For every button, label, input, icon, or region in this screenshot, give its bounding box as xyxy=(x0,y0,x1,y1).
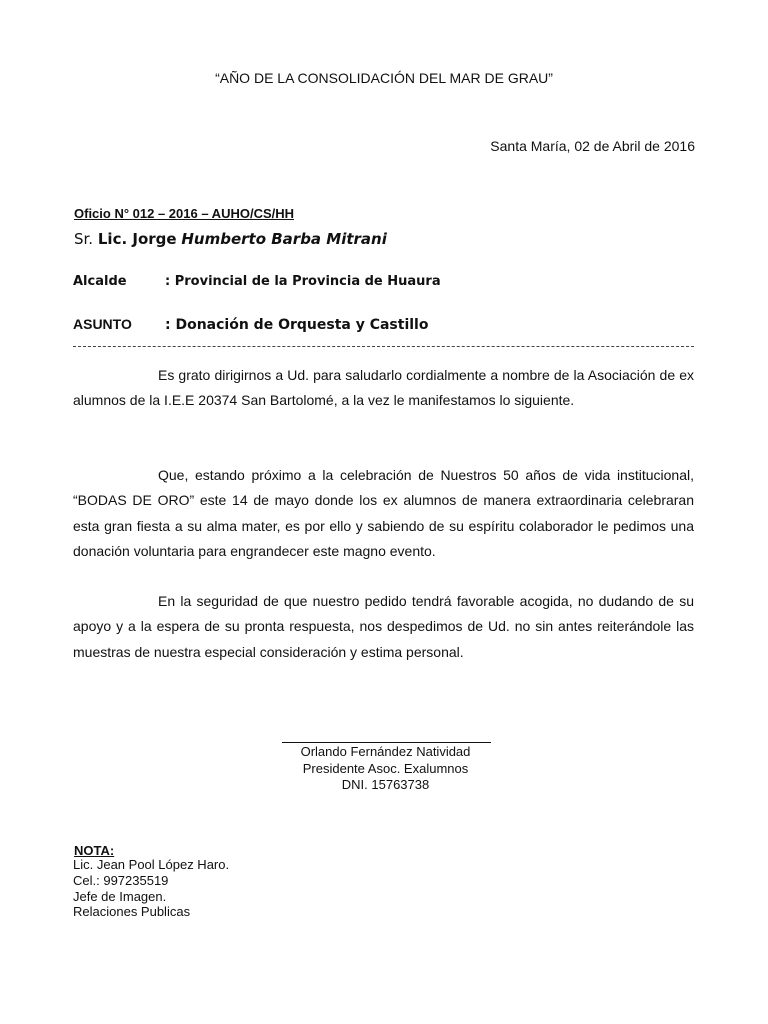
asunto-value: : Donación de Orquesta y Castillo xyxy=(165,317,429,333)
alcalde-label: Alcalde xyxy=(73,274,127,289)
addressee-name-first: Lic. Jorge xyxy=(97,230,177,248)
addressee-name-last: Humberto Barba Mitrani xyxy=(181,230,387,248)
body-paragraph-1 xyxy=(73,363,694,414)
body-paragraph-3 xyxy=(73,589,694,665)
note-line: Cel.: 997235519 xyxy=(73,873,169,888)
alcalde-row xyxy=(73,274,441,289)
paragraph-text: Que, estando próximo a la celebración de Nuestros 50 años de vida institucional, “BODAS DE ORO” este 14 de mayo donde los ex alumnos de manera extraordinaria celebraran esta gran fiesta a su alma mater, es por ello y sabiendo de su espíritu colaborador le pedimos una donación voluntaria para engrandecer este magno evento. xyxy=(73,467,694,559)
signatory-name: Orlando Fernández Natividad xyxy=(300,744,471,759)
addressee-salutation: Sr. xyxy=(74,230,94,248)
note-line: Jefe de Imagen. xyxy=(73,889,167,904)
letter-date: Santa María, 02 de Abril de 2016 xyxy=(490,138,695,154)
header-motto: “AÑO DE LA CONSOLIDACIÓN DEL MAR DE GRAU” xyxy=(215,70,553,86)
asunto-label: ASUNTO xyxy=(73,316,132,332)
body-paragraph-2 xyxy=(73,463,694,564)
oficio-reference: Oficio N° 012 – 2016 – AUHO/CS/HH xyxy=(74,206,295,221)
alcalde-value: : Provincial de la Provincia de Huaura xyxy=(165,274,441,289)
signatory-title: Presidente Asoc. Exalumnos xyxy=(302,761,469,776)
paragraph-text: Es grato dirigirnos a Ud. para saludarlo cordialmente a nombre de la Asociación de ex alumnos de la I.E.E 20374 San Bartolomé, a la vez le manifestamos lo siguiente. xyxy=(73,367,694,409)
dashed-divider xyxy=(73,346,694,347)
paragraph-text: En la seguridad de que nuestro pedido tendrá favorable acogida, no dudando de su apoyo y a la espera de su pronta respuesta, nos despedimos de Ud. no sin antes reiterándole las muestras de nuestra especial consideración y estima personal. xyxy=(73,593,694,660)
signatory-dni: DNI. 15763738 xyxy=(341,777,430,792)
asunto-row xyxy=(73,316,428,333)
signature-line xyxy=(282,742,491,743)
note-line: Lic. Jean Pool López Haro. xyxy=(73,857,230,872)
addressee-line xyxy=(74,230,387,248)
note-line: Relaciones Publicas xyxy=(73,904,191,919)
note-label: NOTA: xyxy=(74,843,115,858)
